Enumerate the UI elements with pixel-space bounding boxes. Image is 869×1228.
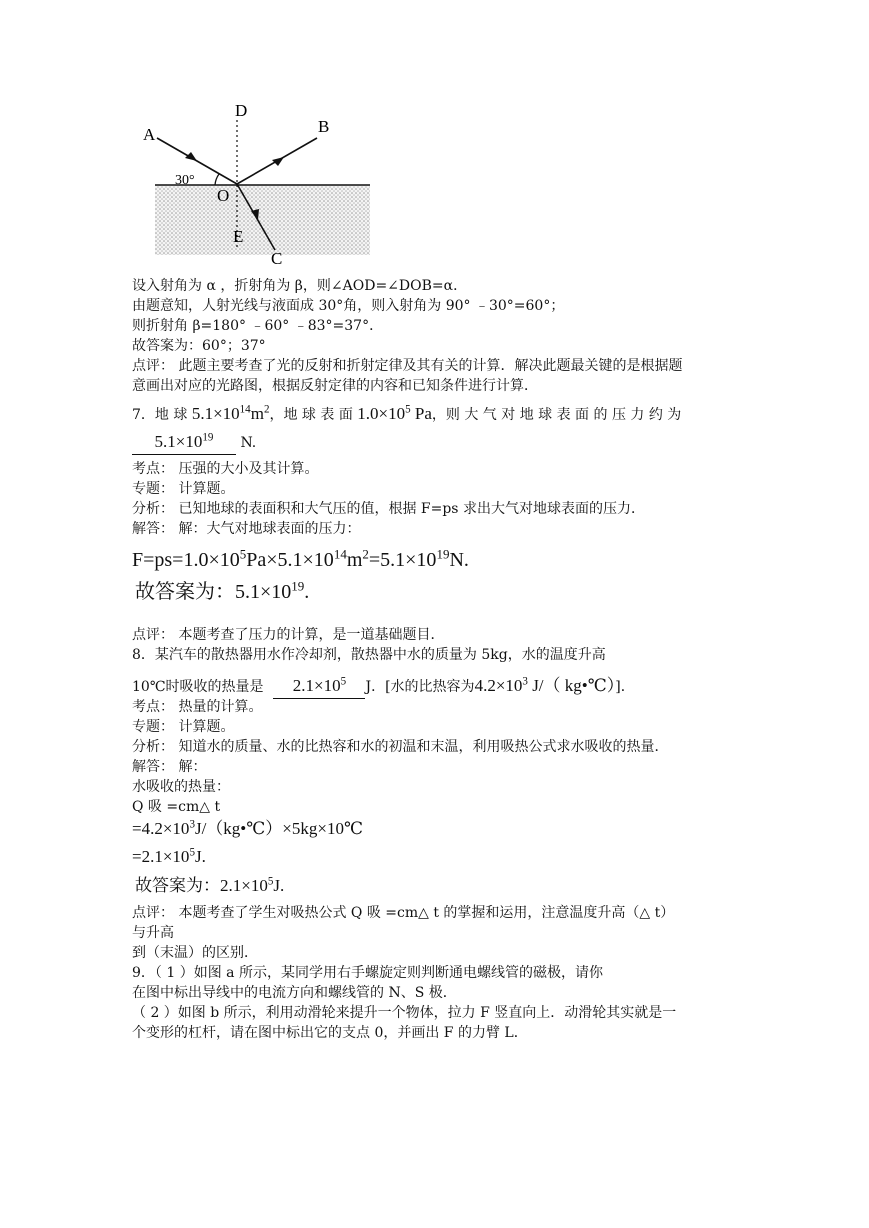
reflected-arrow <box>272 157 284 166</box>
q7-stem: 7．地 球 $5.1\times 10^{14}m^2$，地 球 表 面 $1.0\times 10^5$ Pa，则 大 气 对 地 球 表 面 的 压 力 约 为 <box>132 403 682 423</box>
q7-fenxi: 分析： 已知地球的表面积和大气压的值，根据 F=ps 求出大气对地球表面的压力． <box>132 501 645 517</box>
q8-stem-2: 10℃时吸收的热量是 $2.1\times 10^5$ J．[水的比热容为$4.2\times 10^3$ J/（ kg•℃）]． <box>132 674 635 699</box>
q8-heat-label: 水吸收的热量： <box>132 779 230 795</box>
q8-equation-2: $=2.1\times 10^5J$. <box>132 846 206 866</box>
light-path-figure <box>135 100 375 265</box>
q8-answer: 故答案为：$2.1\times 10^5J$. <box>135 875 285 895</box>
incident-arrow <box>185 152 197 161</box>
label-B: B <box>318 117 330 136</box>
q8-kaodian: 考点： 热量的计算。 <box>132 699 263 715</box>
label-A: A <box>143 125 156 144</box>
q6-line-1: 设入射角为 α ，折射角为 β，则∠AOD=∠DOB=α． <box>132 278 468 294</box>
q8-dianping-2: 与升高 <box>132 925 174 941</box>
q8-fenxi: 分析： 知道水的质量、水的比热容和水的初温和末温，利用吸热公式求水吸收的热量． <box>132 739 669 755</box>
q8-dianping-1: 点评： 本题考查了学生对吸热公式 Q 吸 =cm△ t 的掌握和运用，注意温度升高（△ t） <box>132 905 675 921</box>
q9-line-4: 个变形的杠杆，请在图中标出它的支点 0，并画出 F 的力臂 L． <box>132 1025 528 1041</box>
q8-jieda: 解答： 解： <box>132 759 207 775</box>
q6-line-3: 则折射角 β=180° ﹣60° ﹣83°=37°． <box>132 318 384 334</box>
q6-comment-2: 意画出对应的光路图，根据反射定律的内容和已知条件进行计算． <box>132 378 538 394</box>
q7-dianping: 点评： 本题考查了压力的计算，是一道基础题目． <box>132 627 445 643</box>
q7-zhuanti: 专题： 计算题。 <box>132 481 235 497</box>
q7-equation: $F=ps=1.0\times 10^5Pa\times 5.1\times 10^{14}m^2=5.1\times 10^{19}N$. <box>132 546 469 571</box>
angle-arc <box>215 174 219 185</box>
q6-comment-1: 点评： 此题主要考查了光的反射和折射定律及其有关的计算．解决此题最关键的是根据题 <box>132 358 683 374</box>
label-D: D <box>235 101 248 120</box>
q9-line-1: 9．（ 1 ）如图 a 所示，某同学用右手螺旋定则判断通电螺线管的磁极，请你 <box>132 965 603 981</box>
q6-answer: 故答案为：60°；37° <box>132 338 266 354</box>
q7-answer-blank: $5.1\times 10^{19}$ N. <box>132 430 256 455</box>
q8-dianping-3: 到（末温）的区别． <box>132 945 258 961</box>
q7-answer: 故答案为：$5.1\times 10^{19}$. <box>135 578 310 603</box>
q7-jieda: 解答： 解：大气对地球表面的压力： <box>132 521 361 537</box>
liquid-region <box>155 185 370 255</box>
q6-line-2: 由题意知，人射光线与液面成 30°角，则入射角为 90° ﹣30°=60°； <box>132 298 565 314</box>
label-E: E <box>233 227 244 246</box>
q8-zhuanti: 专题： 计算题。 <box>132 719 235 735</box>
q8-formula: Q 吸 =cm△ t <box>132 799 221 815</box>
q8-equation-1: $=4.2\times 10^3J/(kg•℃)\times 5kg\times 10℃$ <box>132 818 363 838</box>
label-O: O <box>217 186 230 205</box>
q9-line-2: 在图中标出导线中的电流方向和螺线管的 N、S 极． <box>132 985 457 1001</box>
label-C: C <box>271 249 283 265</box>
label-angle: 30° <box>175 173 195 188</box>
q8-stem-1: 8．某汽车的散热器用水作冷却剂，散热器中水的质量为 5kg，水的温度升高 <box>132 647 606 663</box>
q9-line-3: （ 2 ）如图 b 所示，利用动滑轮来提升一个物体，拉力 F 竖直向上．动滑轮其实就是一 <box>132 1005 677 1021</box>
q7-kaodian: 考点： 压强的大小及其计算。 <box>132 461 319 477</box>
